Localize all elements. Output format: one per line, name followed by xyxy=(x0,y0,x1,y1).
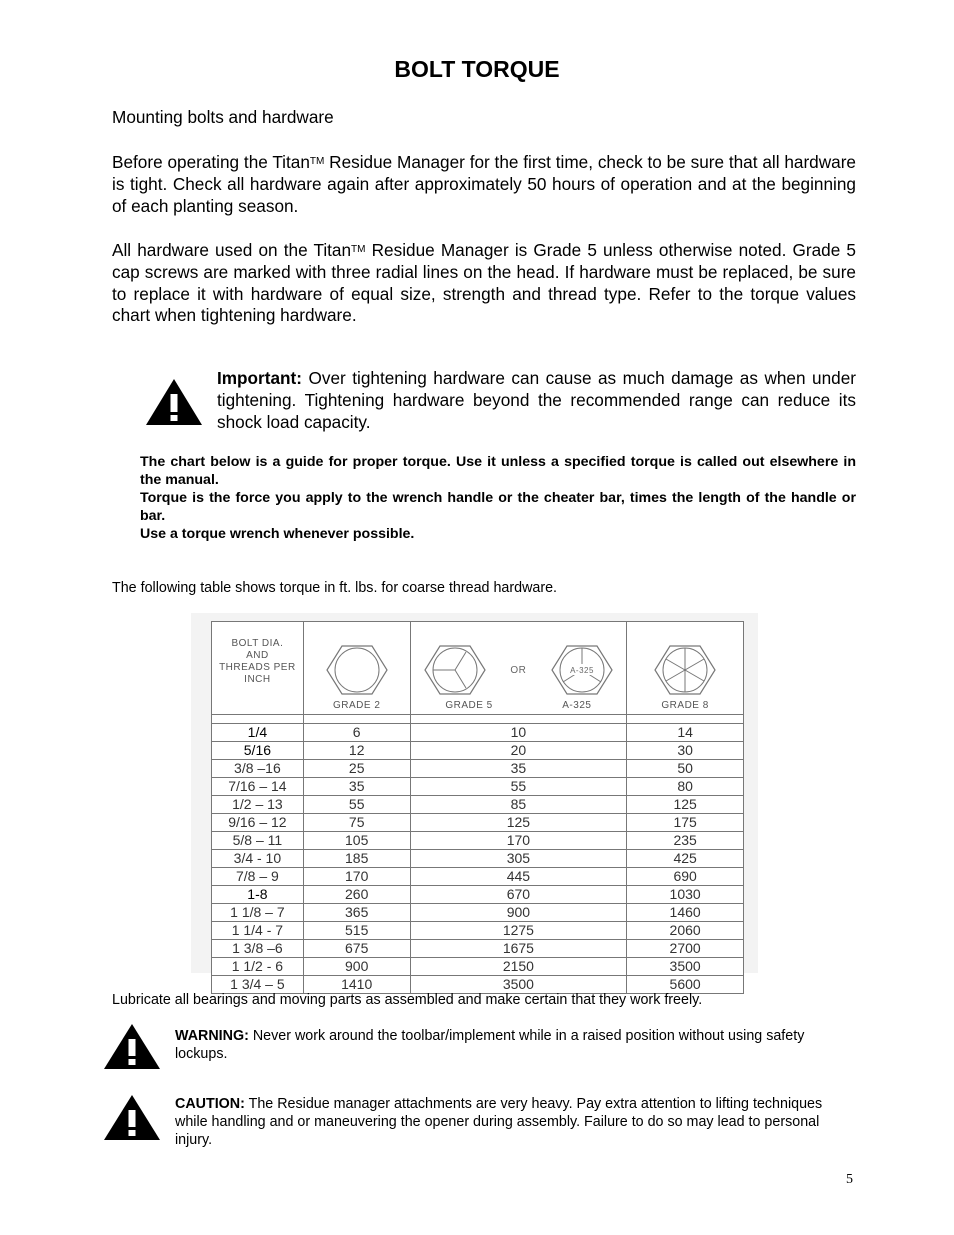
page-title: BOLT TORQUE xyxy=(394,56,560,82)
table-row: 1-8 260 670 1030 xyxy=(212,886,744,904)
table-row: 7/8 – 9 170 445 690 xyxy=(212,868,744,886)
table-row: 3/8 –16 25 35 50 xyxy=(212,760,744,778)
or-label: OR xyxy=(510,664,527,676)
table-row: 5/8 – 11 105 170 235 xyxy=(212,832,744,850)
table-row: 1 3/8 –6 675 1675 2700 xyxy=(212,940,744,958)
warning-note xyxy=(175,1027,856,1063)
table-row: 1 1/8 – 7 365 900 1460 xyxy=(212,904,744,922)
paragraph-inspection-start: Before operating the Titan xyxy=(112,152,310,172)
table-row: 3/4 - 10 185 305 425 xyxy=(212,850,744,868)
note-line: The chart below is a guide for proper torque. Use it unless a specified torque is called out elsewhere in the manual. xyxy=(140,454,856,488)
header-grade2: GRADE 2 xyxy=(303,622,410,715)
trademark-mark: TM xyxy=(309,156,325,167)
page-number: 5 xyxy=(846,1172,853,1187)
paragraph-hardware-start: All hardware used on the Titan xyxy=(112,240,352,260)
table-row: 1/2 – 13 55 85 125 xyxy=(212,796,744,814)
important-note xyxy=(217,368,856,433)
bolt-a325-icon xyxy=(549,644,615,696)
bolt-grade5-icon xyxy=(422,644,488,696)
caution-note xyxy=(175,1095,856,1149)
torque-table xyxy=(211,621,744,994)
paragraph-hardware-rest: Residue Manager is Grade 5 unless otherwise noted. Grade 5 cap screws are marked with three radial lines on the head. If hardware must be replaced, be sure to replace it with hardware of equal size, strength and thread type. Refer to the torque values chart when tightening hardware. xyxy=(112,240,856,326)
warning-triangle-icon xyxy=(103,1023,161,1070)
lubricate-note: Lubricate all bearings and moving parts as assembled and make certain that they work freely. xyxy=(112,992,703,1008)
warning-text: Never work around the toolbar/implement while in a raised position without using safety lockups. xyxy=(175,1028,805,1062)
paragraph-hardware-grade xyxy=(112,239,856,327)
table-header-row xyxy=(212,622,744,715)
table-row: 1/4 6 10 14 xyxy=(212,724,744,742)
caution-label: CAUTION: xyxy=(175,1096,245,1112)
warning-triangle-icon xyxy=(103,1094,161,1141)
a325-head-marking: A-325 xyxy=(570,666,594,675)
important-text: Over tightening hardware can cause as much damage as when under tightening. Tightening hardware beyond the recommended range can reduce its shock load capacity. xyxy=(217,368,856,432)
table-row: 1 1/2 - 6 900 2150 3500 xyxy=(212,958,744,976)
table-intro: The following table shows torque in ft. lbs. for coarse thread hardware. xyxy=(112,580,558,596)
trademark-mark: TM xyxy=(351,244,366,255)
paragraph-inspection-rest: Residue Manager for the first time, check to be sure that all hardware is tight. Check all hardware again after approximately 50 hours of operation and at the beginning of each planting season. xyxy=(112,152,856,216)
caution-text: The Residue manager attachments are very heavy. Pay extra attention to lifting techniques while handling and or maneuvering the opener during assembly. Failure to do so may lead to personal injury. xyxy=(175,1096,823,1148)
header-grade8: GRADE 8 xyxy=(627,622,744,715)
header-grade5: OR A-325 GRADE 5 A-325 xyxy=(410,622,627,715)
torque-guide-notes xyxy=(140,453,856,543)
bolt-grade8-icon xyxy=(652,644,718,696)
table-row: 1 3/4 – 5 1410 3500 5600 xyxy=(212,976,744,994)
paragraph-inspection xyxy=(112,151,856,217)
section-subtitle: Mounting bolts and hardware xyxy=(112,107,334,127)
table-spacer xyxy=(212,715,744,724)
important-label: Important: xyxy=(217,368,302,388)
note-line: Torque is the force you apply to the wrench handle or the cheater bar, times the length of the handle or bar. xyxy=(140,490,856,524)
torque-table-image xyxy=(191,613,758,992)
note-line: Use a torque wrench whenever possible. xyxy=(140,526,415,542)
bolt-grade2-icon xyxy=(324,644,390,696)
table-row: 1 1/4 - 7 515 1275 2060 xyxy=(212,922,744,940)
table-row: 5/16 12 20 30 xyxy=(212,742,744,760)
table-row: 9/16 – 12 75 125 175 xyxy=(212,814,744,832)
header-bolt-dia: BOLT DIA. AND THREADS PER INCH xyxy=(212,622,304,715)
table-row: 7/16 – 14 35 55 80 xyxy=(212,778,744,796)
warning-label: WARNING: xyxy=(175,1028,249,1044)
warning-triangle-icon xyxy=(145,378,203,426)
